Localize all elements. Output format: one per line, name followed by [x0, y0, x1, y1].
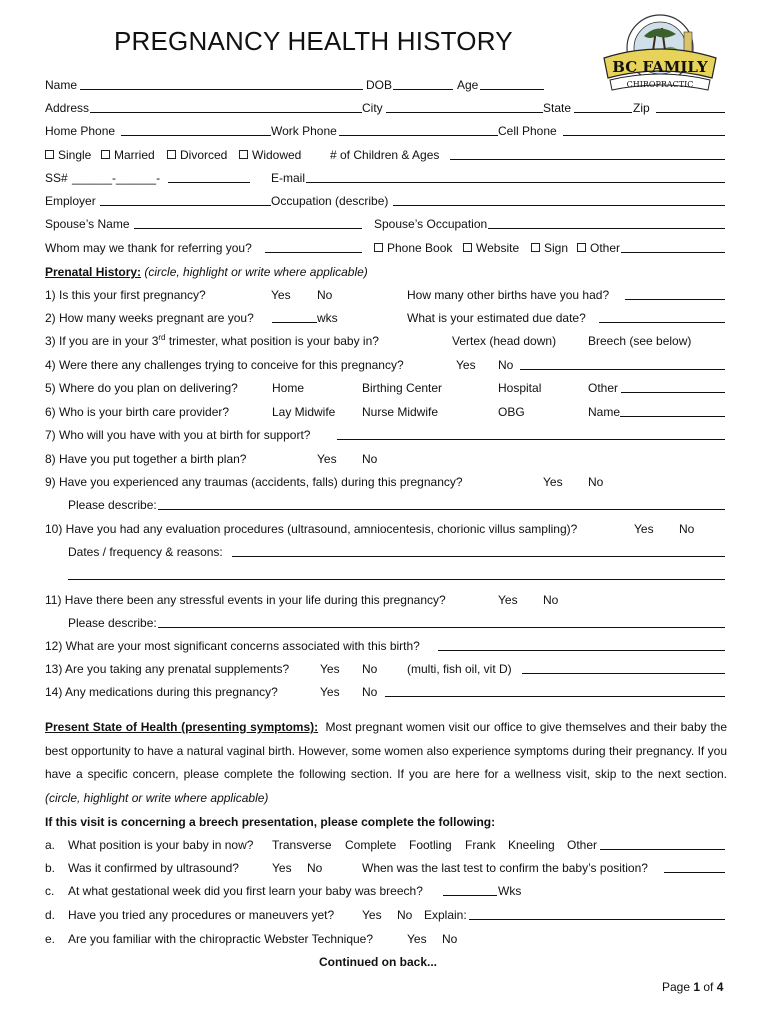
- breech-e-yes[interactable]: Yes: [407, 932, 427, 946]
- work-phone-label: Work Phone: [271, 124, 337, 138]
- breech-heading: If this visit is concerning a breech presentation, please complete the following:: [45, 815, 496, 829]
- breech-a-label: a.: [45, 838, 56, 852]
- cell-phone-field[interactable]: [563, 135, 725, 136]
- children-label: # of Children & Ages: [330, 148, 440, 162]
- spouse-occupation-label: Spouse’s Occupation: [374, 217, 488, 231]
- cell-phone-label: Cell Phone: [498, 124, 557, 138]
- breech-c-text: At what gestational week did you first learn your baby was breech?: [68, 884, 423, 898]
- breech-c-unit: Wks: [498, 884, 522, 898]
- q10-dates-label: Dates / frequency & reasons:: [68, 545, 223, 559]
- q5-home[interactable]: Home: [272, 381, 305, 395]
- present-health-heading: Present State of Health (presenting symptoms):: [45, 720, 319, 734]
- q11-no[interactable]: No: [543, 593, 559, 607]
- page-number: Page 1 of 4: [662, 980, 724, 994]
- ssn-label: SS#: [45, 171, 68, 185]
- state-field[interactable]: [574, 112, 632, 113]
- q14-yes[interactable]: Yes: [320, 685, 340, 699]
- referral-label: Whom may we thank for referring you?: [45, 241, 252, 255]
- q2b-text: What is your estimated due date?: [407, 311, 586, 325]
- q11-yes[interactable]: Yes: [498, 593, 518, 607]
- q9-describe-label: Please describe:: [68, 498, 157, 512]
- breech-b-no[interactable]: No: [307, 861, 323, 875]
- address-field[interactable]: [90, 112, 362, 113]
- q5-hospital[interactable]: Hospital: [498, 381, 542, 395]
- q9-yes[interactable]: Yes: [543, 475, 563, 489]
- q13-text: 13) Are you taking any prenatal supplements?: [45, 662, 290, 676]
- q4-no[interactable]: No: [498, 358, 514, 372]
- dob-label: DOB: [366, 78, 393, 92]
- q4-text: 4) Were there any challenges trying to conceive for this pregnancy?: [45, 358, 404, 372]
- sign-option[interactable]: Sign: [531, 241, 568, 255]
- continued-note: Continued on back...: [319, 955, 438, 969]
- q11-describe-label: Please describe:: [68, 616, 157, 630]
- q5-other[interactable]: Other: [588, 381, 619, 395]
- present-health-body: Most pregnant women visit our office to give themselves and their baby the best opportunity to have a natural vaginal birth. However, some women also experience symptoms during their pregnancy. If you have a specific concern, please complete the following section. If you are here for a wellness visit, skip to the next section.: [45, 720, 727, 781]
- employer-label: Employer: [45, 194, 96, 208]
- spouse-occupation-field[interactable]: [488, 228, 725, 229]
- occupation-field[interactable]: [393, 205, 725, 206]
- checkbox-icon: [463, 243, 472, 252]
- widowed-option[interactable]: Widowed: [239, 148, 301, 162]
- q3-text: 3) If you are in your 3rd trimester, what position is your baby in?: [45, 333, 379, 348]
- work-phone-field[interactable]: [339, 135, 498, 136]
- breech-d-no[interactable]: No: [397, 908, 413, 922]
- breech-e-label: e.: [45, 932, 56, 946]
- q5-other-field[interactable]: [621, 392, 725, 393]
- breech-a-other-field[interactable]: [600, 849, 725, 850]
- spouse-name-label: Spouse’s Name: [45, 217, 130, 231]
- q13-note: (multi, fish oil, vit D): [407, 662, 512, 676]
- age-field[interactable]: [480, 89, 544, 90]
- breech-d-text: Have you tried any procedures or maneuvers yet?: [68, 908, 335, 922]
- q6-obg[interactable]: OBG: [498, 405, 525, 419]
- q11-describe-field[interactable]: [158, 627, 725, 628]
- other-option[interactable]: Other: [577, 241, 620, 255]
- breech-a-other[interactable]: Other: [567, 838, 598, 852]
- home-phone-label: Home Phone: [45, 124, 116, 138]
- dob-field[interactable]: [393, 89, 453, 90]
- breech-a-frank[interactable]: Frank: [465, 838, 496, 852]
- q1b-field[interactable]: [625, 299, 725, 300]
- employer-field[interactable]: [100, 205, 271, 206]
- breech-a-footling[interactable]: Footling: [409, 838, 452, 852]
- breech-b2-field[interactable]: [664, 872, 725, 873]
- q12-text: 12) What are your most significant concerns associated with this birth?: [45, 639, 420, 653]
- age-label: Age: [457, 78, 479, 92]
- website-option[interactable]: Website: [463, 241, 519, 255]
- q10-dates-field[interactable]: [232, 556, 725, 557]
- breech-a-text: What position is your baby in now?: [68, 838, 254, 852]
- q14-field[interactable]: [385, 696, 725, 697]
- q6-lay-midwife[interactable]: Lay Midwife: [272, 405, 336, 419]
- address-label: Address: [45, 101, 90, 115]
- breech-a-complete[interactable]: Complete: [345, 838, 397, 852]
- logo-sub-text: CHIROPRACTIC: [626, 80, 694, 89]
- q2-field[interactable]: [272, 322, 317, 323]
- q4-yes[interactable]: Yes: [456, 358, 476, 372]
- q5-text: 5) Where do you plan on delivering?: [45, 381, 238, 395]
- breech-d-yes[interactable]: Yes: [362, 908, 382, 922]
- q8-text: 8) Have you put together a birth plan?: [45, 452, 247, 466]
- q1b-text: How many other births have you had?: [407, 288, 610, 302]
- q13-no[interactable]: No: [362, 662, 378, 676]
- zip-label: Zip: [633, 101, 650, 115]
- prenatal-heading: Prenatal History: (circle, highlight or write where applicable): [45, 265, 368, 279]
- checkbox-icon: [577, 243, 586, 252]
- city-field[interactable]: [386, 112, 543, 113]
- q10-no[interactable]: No: [679, 522, 695, 536]
- breech-d-field[interactable]: [469, 919, 725, 920]
- phone-book-option[interactable]: Phone Book: [374, 241, 452, 255]
- q8-yes[interactable]: Yes: [317, 452, 337, 466]
- q10-text: 10) Have you had any evaluation procedures (ultrasound, amniocentesis, chorionic villus sampling)?: [45, 522, 578, 536]
- q13-field[interactable]: [522, 673, 725, 674]
- q1-yes[interactable]: Yes: [271, 288, 291, 302]
- q6-name-field[interactable]: [620, 416, 725, 417]
- single-option[interactable]: Single: [45, 148, 91, 162]
- q13-yes[interactable]: Yes: [320, 662, 340, 676]
- city-label: City: [362, 101, 383, 115]
- breech-e-no[interactable]: No: [442, 932, 458, 946]
- q10-dates-field-2[interactable]: [68, 579, 725, 580]
- checkbox-icon: [374, 243, 383, 252]
- ssn-field-end[interactable]: [168, 182, 250, 183]
- breech-b-text: Was it confirmed by ultrasound?: [68, 861, 239, 875]
- email-label: E-mail: [271, 171, 306, 185]
- checkbox-icon: [101, 150, 110, 159]
- checkbox-icon: [167, 150, 176, 159]
- spouse-name-field[interactable]: [134, 228, 362, 229]
- breech-d-label: d.: [45, 908, 56, 922]
- name-field[interactable]: [80, 89, 363, 90]
- zip-field[interactable]: [656, 112, 725, 113]
- email-field[interactable]: [306, 182, 725, 183]
- logo-main-text: BC FAMILY: [612, 58, 708, 76]
- married-option[interactable]: Married: [101, 148, 155, 162]
- q8-no[interactable]: No: [362, 452, 378, 466]
- present-health-section: [45, 716, 727, 810]
- state-label: State: [543, 101, 572, 115]
- breech-a-kneeling[interactable]: Kneeling: [508, 838, 555, 852]
- q9-no[interactable]: No: [588, 475, 604, 489]
- q6-text: 6) Who is your birth care provider?: [45, 405, 230, 419]
- other-referral-field[interactable]: [621, 252, 725, 253]
- breech-a-transverse[interactable]: Transverse: [272, 838, 332, 852]
- q11-text: 11) Have there been any stressful events in your life during this pregnancy?: [45, 593, 446, 607]
- checkbox-icon: [531, 243, 540, 252]
- q6-nurse-midwife[interactable]: Nurse Midwife: [362, 405, 439, 419]
- divorced-option[interactable]: Divorced: [167, 148, 227, 162]
- q7-text: 7) Who will you have with you at birth for support?: [45, 428, 311, 442]
- q3-vertex[interactable]: Vertex (head down): [452, 334, 557, 348]
- occupation-label: Occupation (describe): [271, 194, 389, 208]
- q3-breech[interactable]: Breech (see below): [588, 334, 692, 348]
- q2b-field[interactable]: [599, 322, 725, 323]
- q5-birthing-center[interactable]: Birthing Center: [362, 381, 443, 395]
- present-health-note: (circle, highlight or write where applicable): [45, 790, 269, 805]
- breech-b-yes[interactable]: Yes: [272, 861, 292, 875]
- clinic-logo: [596, 10, 724, 100]
- q2-text: 2) How many weeks pregnant are you?: [45, 311, 254, 325]
- name-label: Name: [45, 78, 78, 92]
- q4-field[interactable]: [520, 369, 725, 370]
- q1-no[interactable]: No: [317, 288, 333, 302]
- breech-e-text: Are you familiar with the chiropractic Webster Technique?: [68, 932, 374, 946]
- breech-d-explain: Explain:: [424, 908, 467, 922]
- breech-b-label: b.: [45, 861, 56, 875]
- q2-unit: wks: [317, 311, 338, 325]
- q9-describe-field[interactable]: [158, 509, 725, 510]
- page-title: PREGNANCY HEALTH HISTORY: [114, 26, 513, 56]
- checkbox-icon: [239, 150, 248, 159]
- referral-field[interactable]: [265, 252, 362, 253]
- q1-text: 1) Is this your first pregnancy?: [45, 288, 206, 302]
- checkbox-icon: [45, 150, 54, 159]
- q14-text: 14) Any medications during this pregnancy?: [45, 685, 278, 699]
- children-field[interactable]: [450, 159, 725, 160]
- q14-no[interactable]: No: [362, 685, 378, 699]
- q10-yes[interactable]: Yes: [634, 522, 654, 536]
- q6-name: Name: [588, 405, 621, 419]
- q12-field[interactable]: [438, 650, 725, 651]
- breech-b2-text: When was the last test to confirm the baby’s position?: [362, 861, 648, 875]
- home-phone-field[interactable]: [121, 135, 271, 136]
- ssn-field[interactable]: ______-______-: [72, 171, 161, 185]
- breech-c-field[interactable]: [443, 895, 497, 896]
- q7-field[interactable]: [337, 439, 725, 440]
- breech-c-label: c.: [45, 884, 55, 898]
- q9-text: 9) Have you experienced any traumas (accidents, falls) during this pregnancy?: [45, 475, 463, 489]
